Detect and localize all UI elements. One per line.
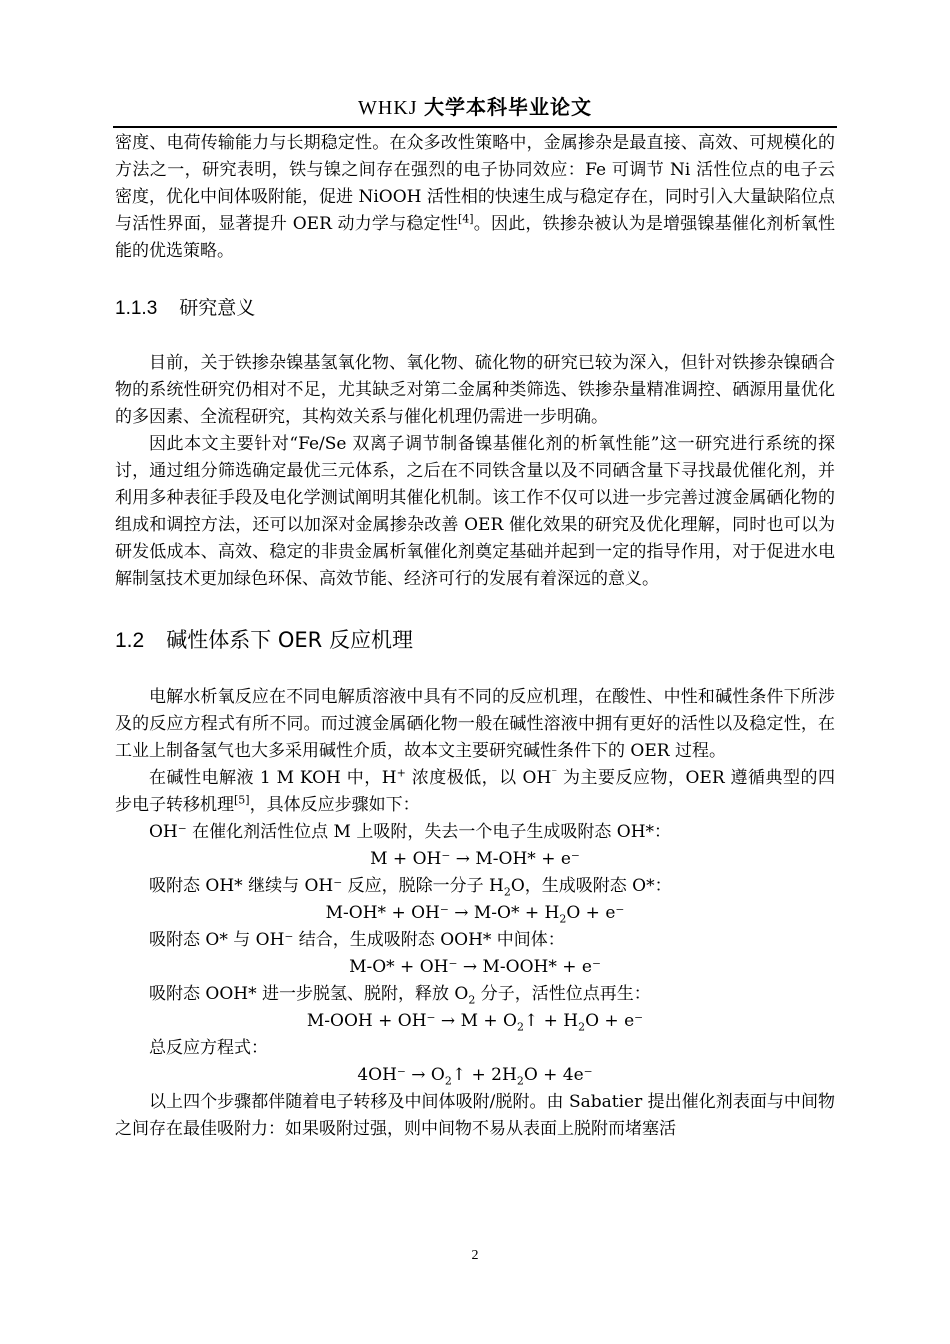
header-title: 大学本科毕业论文 [423, 95, 592, 119]
section-title: 研究意义 [179, 297, 256, 319]
paragraph-significance-2: 因此本文主要针对“Fe/Se 双离子调节制备镍基催化剂的析氧性能”这一研究进行系统的探讨，通过组分筛选确定最优三元体系，之后在不同铁含量以及不同硒含量下寻找最优催化剂，并利用多种表征手段及电化学测试阐明其催化机制。该工作不仅可以进一步完善过渡金属硒化物的组成和调控方法，还可以加深对金属掺杂改善 OER 催化效果的研究及优化理解，同时也可以为研发低成本、高效、稳定的非贵金属析氧催化剂奠定基础并起到一定的指导作用，对于促进水电解制氢技术更加绿色环保、高效节能、经济可行的发展有着深远的意义。 [115, 434, 835, 589]
paragraph-mechanism-1: 电解水析氧反应在不同电解质溶液中具有不同的反应机理，在酸性、中性和碱性条件下所涉及的反应方程式有所不同。而过渡金属硒化物一般在碱性溶液中拥有更好的活性以及稳定性，在工业上制备氢气也大多采用碱性介质，故本文主要研究碱性条件下的 OER 过程。 [115, 687, 835, 761]
paragraph-significance-1: 目前，关于铁掺杂镍基氢氧化物、氧化物、硫化物的研究已较为深入，但针对铁掺杂镍硒合物的系统性研究仍相对不足，尤其缺乏对第二金属种类筛选、铁掺杂量精准调控、硒源用量优化的多因素、全流程研究，其构效关系与催化机理仍需进一步明确。 [115, 353, 835, 427]
step-4-text: 吸附态 OOH* 进一步脱氢、脱附，释放 $O_2$ 分子，活性位点再生： [149, 984, 651, 1007]
citation-5: [5] [234, 793, 250, 807]
header-brand: WHKJ [358, 97, 418, 119]
paragraph-intro: 密度、电荷传输能力与长期稳定性。在众多改性策略中，金属掺杂是最直接、高效、可规模化的方法之一，研究表明，铁与镍之间存在强烈的电子协同效应：Fe 可调节 Ni 活性位点的电子云密度，优化中间体吸附能，促进 NiOOH 活性相的快速生成与稳定存在，同时引入大量缺陷位点与活性界面，显著提升 OER 动力学与稳定性[4]。因此，铁掺杂被认为是增强镍基催化剂析氧性能的优选策略。 [115, 133, 835, 261]
section-heading-1-2 [115, 625, 835, 656]
page-header [113, 92, 837, 128]
page-content [115, 130, 835, 1143]
paragraph-final: 以上四个步骤都伴随着电子转移及中间体吸附/脱附。由 Sabatier 提出催化剂表面与中间物之间存在最佳吸附力：如果吸附过强，则中间物不易从表面上脱附而堵塞活 [115, 1092, 835, 1139]
step-2-text: 吸附态 OH* 继续与 OH⁻ 反应，脱除一分子 $H_2O$，生成吸附态 O*： [149, 876, 672, 899]
page-number: 2 [471, 1248, 479, 1263]
section-number: 1.2 [115, 629, 145, 652]
step-3-text: 吸附态 O* 与 OH⁻ 结合，生成吸附态 OOH* 中间体： [149, 930, 565, 950]
section-number: 1.1.3 [115, 298, 158, 319]
equation-2: $M-OH* + OH^- \to M-O* + H_2O + e^-$ [325, 903, 625, 926]
overall-reaction-label: 总反应方程式： [149, 1038, 268, 1058]
equation-4: $M-OOH + OH^- \to M + O_2↑ + H_2O + e^-$ [306, 1011, 644, 1034]
equation-3: M-O* + OH⁻ → M-OOH* + e⁻ [349, 957, 601, 977]
paragraph-mechanism-2: 在碱性电解液 1 M KOH 中，H+ 浓度极低，以 OH⁻ 为主要反应物，OER 遵循典型的四步电子转移机理[5]，具体反应步骤如下： [115, 766, 835, 815]
step-1-text: OH⁻ 在催化剂活性位点 M 上吸附，失去一个电子生成吸附态 OH*： [149, 822, 672, 842]
equation-total: $4OH^- \to O_2↑ + 2H_2O + 4e^-$ [357, 1065, 593, 1088]
equation-1: M + OH⁻ → M-OH* + e⁻ [370, 849, 580, 869]
citation-4: [4] [457, 212, 474, 226]
section-heading-1-1-3 [115, 295, 835, 322]
section-title: 碱性体系下 OER 反应机理 [166, 628, 413, 652]
